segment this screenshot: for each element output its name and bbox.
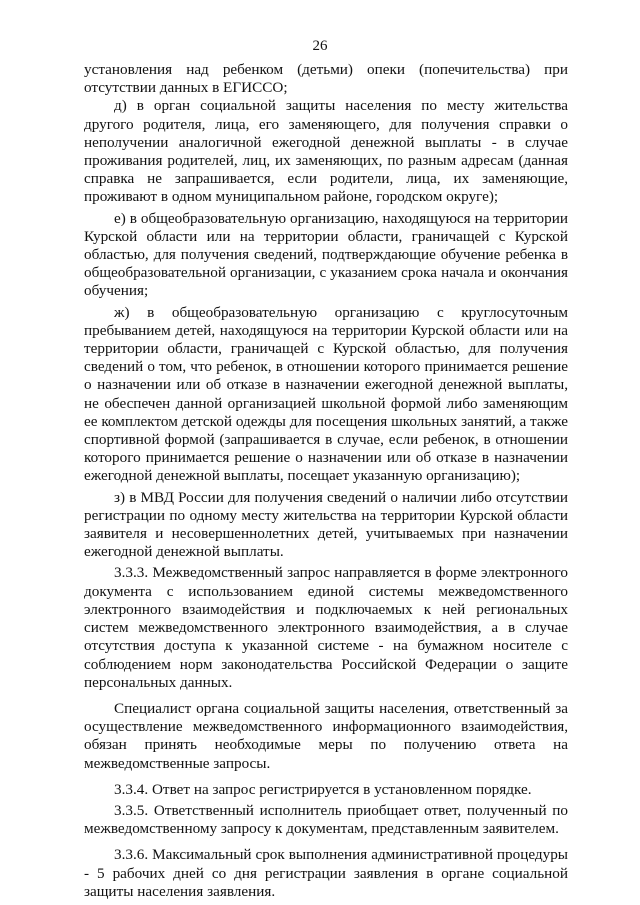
paragraph-item-e: е) в общеобразовательную организацию, находящуюся на территории Курской области или на территории области, граничащей с Курской областью, для получения сведений, подтверждающие обучение ребенка в общеобразовательной организации, с указанием срока начала и окончания обучения; [84,209,568,300]
paragraph-specialist: Специалист органа социальной защиты населения, ответственный за осуществление межведомственного информационного взаимодействия, обязан принять необходимые меры по получению ответа на межведомственные запросы. [84,699,568,772]
paragraph-3-3-5: 3.3.5. Ответственный исполнитель приобщает ответ, полученный по межведомственному запросу к документам, представленным заявителем. [84,801,568,838]
paragraph-3-3-4: 3.3.4. Ответ на запрос регистрируется в установленном порядке. [114,780,532,798]
paragraph-item-d: д) в орган социальной защиты населения по месту жительства другого родителя, лица, его заменяющего, для получения справки о неполучении аналогичной ежегодной денежной выплаты - в случае проживания родителей, лиц, их заменяющих, по разным адресам (данная справка не запрашивается, если родители, лица, их заменяющие, проживают в одном муниципальном районе, городском округе); [84,97,568,206]
paragraph-3-3-3: 3.3.3. Межведомственный запрос направляется в форме электронного документа с использованием единой системы межведомственного электронного взаимодействия и подключаемых к ней региональных систем межведомственного электронного взаимодействия, а в случае отсутствия доступа к указанной системе - на бумажном носителе с соблюдением норм законодательства Российской Федерации о защите персональных данных. [84,564,568,691]
paragraph-continuation: установления над ребенком (детьми) опеки (попечительства) при отсутствии данных в ЕГИССО; [84,61,568,97]
paragraph-3-3-6: 3.3.6. Максимальный срок выполнения административной процедуры - 5 рабочих дней со дня регистрации заявления в органе социальной защиты населения заявления. [84,846,568,900]
page-number: 26 [312,38,328,54]
document-body [84,61,568,901]
paragraph-item-z: з) в МВД России для получения сведений о наличии либо отсутствии регистрации по одному месту жительства на территории Курской области заявителя и несовершеннолетних детей, учитываемых при назначении ежегодной денежной выплаты. [84,488,568,561]
paragraph-item-zh: ж) в общеобразовательную организацию с круглосуточным пребыванием детей, находящуюся на территории Курской области или на территории области, граничащей с Курской областью, для получения сведений о том, что ребенок, в отношении которого принимается решение о назначении или об отказе в назначении ежегодной денежной выплаты, не обеспечен данной организацией школьной формой либо заменяющим ее комплектом детской одежды для посещения школьных занятий, а также спортивной формой (запрашивается в случае, если ребенок, в отношении которого принимается решение о назначении или об отказе в назначении ежегодной денежной выплаты, посещает указанную организацию); [84,303,568,485]
